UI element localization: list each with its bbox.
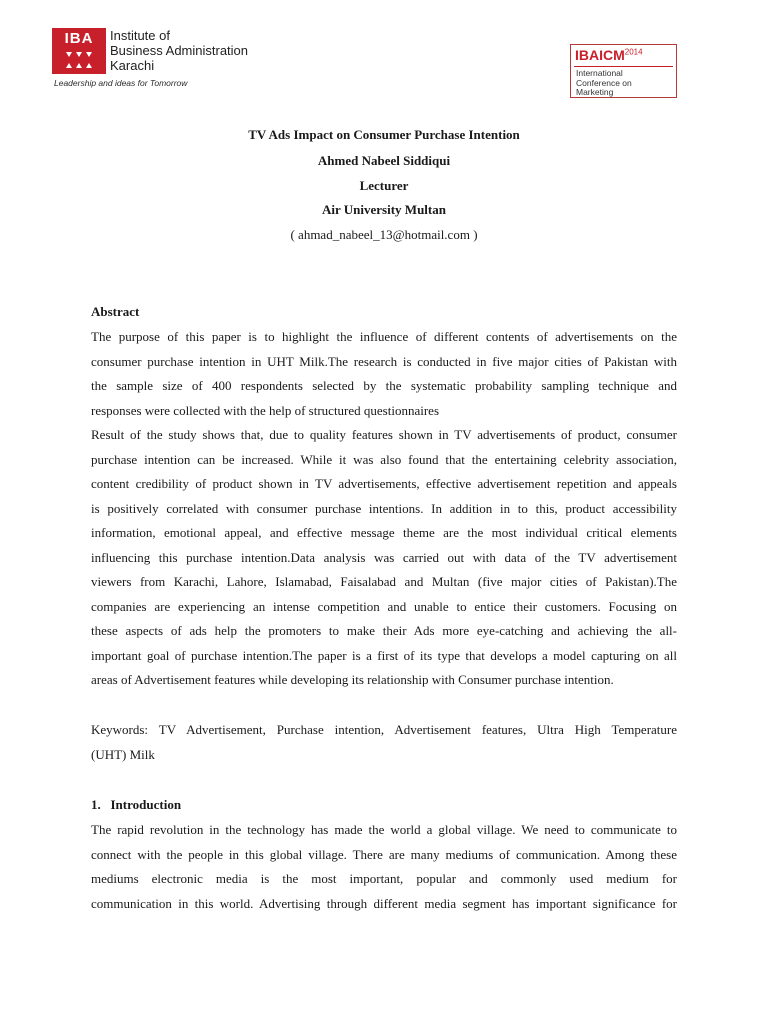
- text-line: the sample size of 400 respondents selected by the systematic probability sampling technique and: [91, 378, 677, 393]
- text-line: Keywords: TV Advertisement, Purchase intention, Advertisement features, Ultra High Temperature: [91, 722, 677, 737]
- ibaicm-subtitle: [576, 69, 632, 98]
- introduction-paragraph: [91, 818, 677, 916]
- iba-name-line: Business Administration: [110, 43, 249, 58]
- ibaicm-title: [575, 47, 643, 63]
- iba-logo-box: [52, 28, 106, 74]
- author-position: Lecturer: [359, 178, 409, 193]
- ibaicm-logo: [570, 44, 677, 98]
- text-line: influencing this purchase intention.Data analysis was carried out with data of the TV advertisement: [91, 549, 677, 565]
- text-line: connect with the people in this global village. There are many mediums of communication. Among these: [91, 846, 677, 862]
- paper-title: TV Ads Impact on Consumer Purchase Intention: [248, 127, 520, 142]
- author-name: Ahmed Nabeel Siddiqui: [317, 153, 451, 168]
- abstract-paragraph-1: [91, 325, 677, 423]
- ibaicm-subtitle-line: Conference on: [576, 77, 632, 88]
- ibaicm-title-text: IBAICM: [575, 47, 625, 63]
- abstract-paragraph-2: [91, 423, 677, 693]
- text-line: The rapid revolution in the technology has made the world a global village. We need to communicate to: [91, 822, 677, 837]
- text-line: areas of Advertisement features while developing its relationship with Consumer purchase intention.: [91, 672, 614, 687]
- text-line: content credibility of product shown in TV advertisements, effective advertisement repetition and appeals: [91, 476, 677, 491]
- text-line: The purpose of this paper is to highlight the influence of different contents of advertisements on the: [91, 329, 677, 344]
- ibaicm-year: 2014: [624, 47, 643, 57]
- author-affiliation: Air University Multan: [322, 202, 446, 217]
- iba-name-line: Institute of: [110, 28, 170, 43]
- text-line: important goal of purchase intention.The paper is a first of its type that develops a model capturing on all: [91, 647, 677, 663]
- text-line: is positively correlated with consumer purchase intentions. In addition in to this, product accessibility: [91, 500, 677, 516]
- author-email: ( ahmad_nabeel_13@hotmail.com ): [290, 227, 478, 242]
- iba-tagline: Leadership and ideas for Tomorrow: [54, 78, 188, 88]
- text-line: information, emotional appeal, and effective message theme are the most individual critical elements: [91, 525, 677, 540]
- text-line: purchase intention can be increased. While it was also found that the entertaining celebrity association,: [91, 451, 677, 467]
- iba-logo: [52, 28, 292, 92]
- text-line: viewers from Karachi, Lahore, Islamabad, Faisalabad and Multan (five major cities of Pakistan).The: [91, 574, 677, 589]
- text-line: Result of the study shows that, due to quality features shown in TV advertisements of product, consumer: [91, 427, 677, 442]
- keywords-paragraph: [91, 718, 677, 767]
- text-line: consumer purchase intention in UHT Milk.The research is conducted in five major cities of Pakistan with: [91, 353, 677, 369]
- text-line: mediums electronic media is the most important, popular and commonly used medium for: [91, 871, 677, 886]
- ibaicm-divider: [574, 66, 673, 67]
- text-line: communication in this world. Advertising through different media segment has important significance for: [91, 895, 677, 911]
- iba-logo-label: IBA: [64, 30, 94, 47]
- text-line: (UHT) Milk: [91, 746, 155, 762]
- text-line: companies are experiencing an intense competition and unable to entice their customers. Focusing on: [91, 598, 677, 614]
- iba-emblem-icon: [64, 50, 94, 70]
- abstract-heading: Abstract: [91, 304, 140, 319]
- ibaicm-subtitle-line: International: [576, 68, 623, 78]
- iba-name-line: Karachi: [110, 58, 155, 73]
- ibaicm-subtitle-line: Marketing: [576, 87, 614, 97]
- iba-institute-name: [110, 28, 248, 73]
- text-line: responses were collected with the help of structured questionnaires: [91, 402, 439, 418]
- text-line: these aspects of ads help the promoters to make their Ads more eye-catching and achieving the all-: [91, 623, 677, 638]
- introduction-heading: 1. Introduction: [91, 797, 182, 812]
